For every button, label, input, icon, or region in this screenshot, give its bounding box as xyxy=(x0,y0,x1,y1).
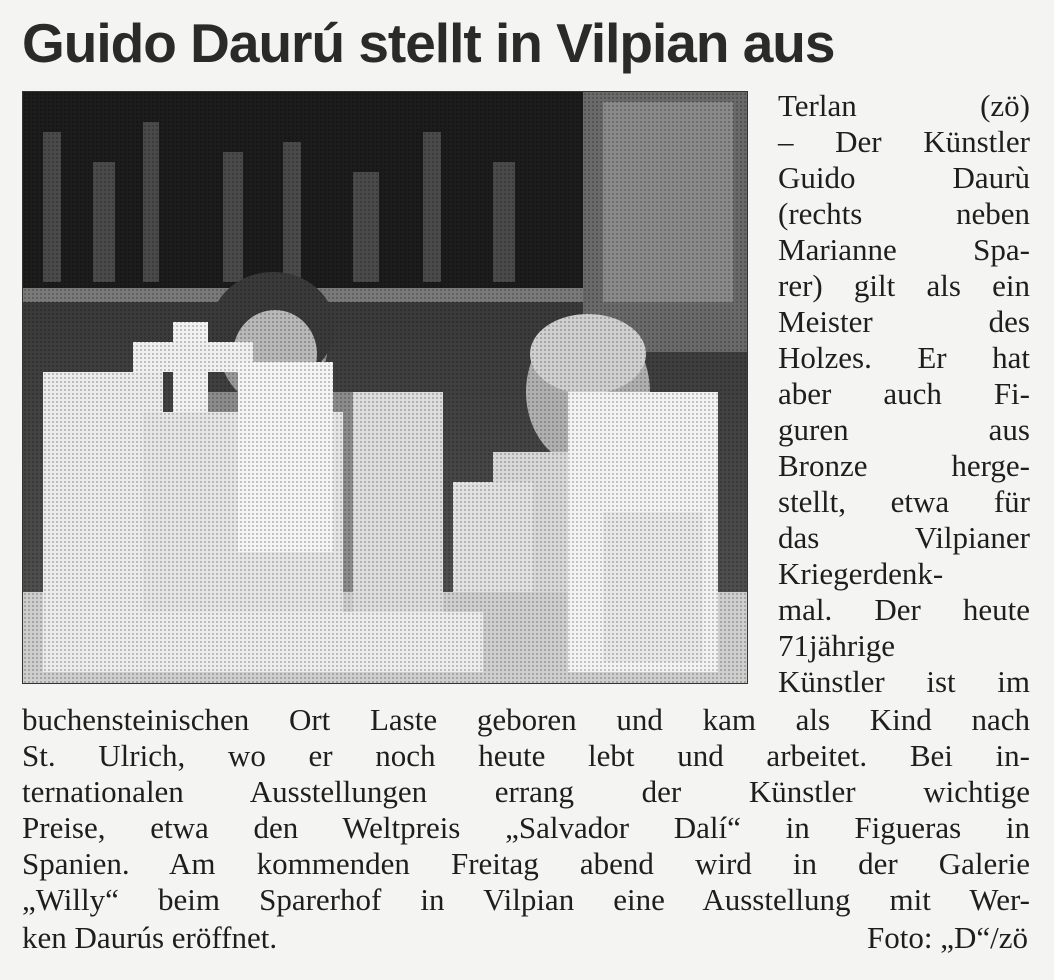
body-text-line: Marianne Spa- xyxy=(778,232,1030,267)
body-text-line: Preise, etwa den Weltpreis „Salvador Dalí“ in Figueras in xyxy=(22,810,1030,845)
body-text-line: Künstler ist im xyxy=(778,664,1030,699)
body-text-line: 71jährige xyxy=(778,628,896,663)
headline: Guido Daurú stellt in Vilpian aus xyxy=(22,12,835,74)
body-text-line: (rechts neben xyxy=(778,196,1030,231)
body-text-line: aber auch Fi- xyxy=(778,376,1030,411)
body-text-line: Terlan (zö) xyxy=(778,88,1030,123)
body-text-line: mal. Der heute xyxy=(778,592,1030,627)
body-text-line: Guido Daurù xyxy=(778,160,1030,195)
article-photo xyxy=(22,91,748,684)
body-text-line: Bronze herge- xyxy=(778,448,1030,483)
body-text-line: „Willy“ beim Sparerhof in Vilpian eine Ausstellung mit Wer- xyxy=(22,882,1030,917)
body-text-line: Spanien. Am kommenden Freitag abend wird in der Galerie xyxy=(22,846,1030,881)
photo-credit: Foto: „D“/zö xyxy=(867,920,1028,955)
body-text-line: rer) gilt als ein xyxy=(778,268,1030,303)
body-text-line: das Vilpianer xyxy=(778,520,1030,555)
photo-image xyxy=(23,92,748,684)
body-text-line: guren aus xyxy=(778,412,1030,447)
body-text-line: Meister des xyxy=(778,304,1030,339)
body-text-line: ken Daurús eröffnet. xyxy=(22,920,278,955)
body-text-line: – Der Künstler xyxy=(778,124,1030,159)
body-text-line: stellt, etwa für xyxy=(778,484,1030,519)
body-text-line: Kriegerdenk- xyxy=(778,556,944,591)
body-text-line: Holzes. Er hat xyxy=(778,340,1030,375)
body-text-line: ternationalen Ausstellungen errang der Künstler wichtige xyxy=(22,774,1030,809)
body-text-line: St. Ulrich, wo er noch heute lebt und arbeitet. Bei in- xyxy=(22,738,1030,773)
body-text-line: buchensteinischen Ort Laste geboren und kam als Kind nach xyxy=(22,702,1030,737)
